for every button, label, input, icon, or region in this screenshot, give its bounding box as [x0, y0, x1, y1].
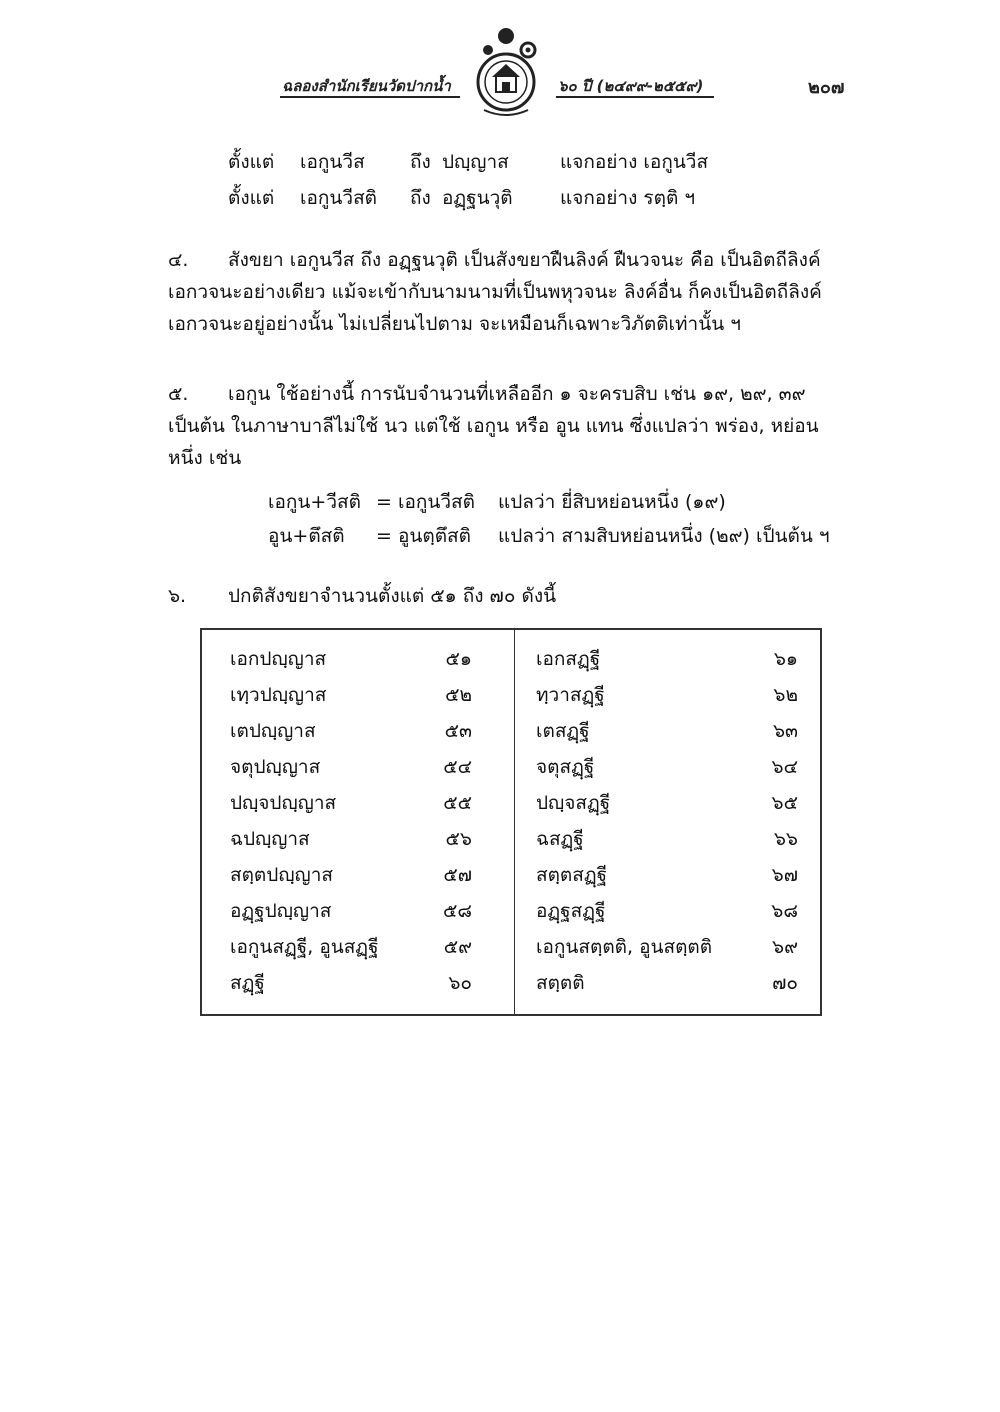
paragraph-text: สังขยา เอกูนวีส ถึง อฏฺฐนวุติ เป็นสังขยาฝืนลิงค์ ฝืนวจนะ คือ เป็นอิตถีลิงค์ — [228, 249, 821, 271]
table-number: ๖๑ — [773, 648, 798, 670]
paragraph-6-text: ปกติสังขยาจำนวนตั้งแต่ ๕๑ ถึง ๗๐ ดังนี้ — [228, 585, 557, 607]
table-word: อฏฺฐสฏฺฐี — [536, 900, 606, 922]
table-word: เอกปญฺญาส — [230, 648, 327, 670]
table-word: จตุปญฺญาส — [230, 756, 321, 778]
paragraph-line — [168, 378, 858, 410]
page-number: ๒๐๗ — [808, 77, 845, 98]
table-word: สตฺตสฏฺฐี — [536, 864, 608, 886]
paragraph-line: เอกวจนะอยู่อย่างนั้น ไม่เปลี่ยนไปตาม จะเหมือนก็เฉพาะวิภัตติเท่านั้น ฯ — [168, 313, 741, 335]
paragraph-number: ๔. — [168, 249, 189, 271]
example-meaning: แปลว่า สามสิบหย่อนหนึ่ง (๒๙) เป็นต้น ฯ — [498, 525, 830, 547]
table-word: เอกูนสตฺตติ, อูนสตฺตติ — [536, 936, 713, 958]
table-number: ๕๑ — [445, 648, 472, 670]
header-right-rule — [556, 96, 714, 98]
paragraph-line: หนึ่ง เช่น — [168, 447, 242, 469]
header-right-title: ๖๐ ปี (๒๔๙๙-๒๕๕๙) — [558, 77, 704, 95]
paragraph-line: เป็นต้น ในภาษาบาลีไม่ใช้ นว แต่ใช้ เอกูน หรือ อูน แทน ซึ่งแปลว่า พร่อง, หย่อน — [168, 415, 819, 437]
table-number: ๕๘ — [442, 900, 472, 922]
range-start: เอกูนวีสติ — [300, 187, 378, 209]
table-number: ๖๘ — [771, 900, 798, 922]
table-number: ๖๒ — [773, 684, 798, 706]
example-result: = เอกูนวีสติ — [376, 491, 475, 513]
table-number: ๖๙ — [772, 936, 798, 958]
table-word: สตฺตปญฺญาส — [230, 864, 333, 886]
table-number: ๕๗ — [443, 864, 472, 886]
temple-seal-logo — [462, 22, 552, 122]
table-number: ๖๔ — [771, 756, 798, 778]
table-number: ๕๖ — [445, 828, 472, 850]
table-word: ปญฺจปญฺญาส — [230, 792, 337, 814]
table-word: สฏฺฐี — [230, 972, 265, 994]
paragraph-line: เอกวจนะอย่างเดียว แม้จะเข้ากับนามนามที่เป็นพหุวจนะ ลิงค์อื่น ก็คงเป็นอิตถีลิงค์ — [168, 281, 822, 303]
range-end: อฏฺฐนวุติ — [442, 187, 513, 209]
example-result: = อูนตฺตึสติ — [376, 525, 471, 547]
table-number: ๕๒ — [445, 684, 472, 706]
range-to-label: ถึง — [410, 187, 431, 209]
paragraph-4 — [168, 244, 858, 340]
table-number: ๖๐ — [448, 972, 472, 994]
table-word: เตสฏฺฐี — [536, 720, 590, 742]
range-start: เอกูนวีส — [300, 151, 365, 173]
example-formula: เอกูน+วีสติ — [268, 491, 361, 513]
paragraph-text: เอกูน ใช้อย่างนี้ การนับจำนวนที่เหลืออีก ๑ จะครบสิบ เช่น ๑๙, ๒๙, ๓๙ — [228, 383, 806, 405]
header-left-rule — [280, 96, 460, 98]
table-word: เอกสฏฺฐี — [536, 648, 601, 670]
table-word: ปญฺจสฏฺฐี — [536, 792, 611, 814]
table-number: ๕๓ — [444, 720, 472, 742]
table-number: ๖๓ — [772, 720, 798, 742]
table-word: ทฺวาสฏฺฐี — [536, 684, 605, 706]
table-number: ๖๗ — [771, 864, 798, 886]
table-number: ๕๔ — [443, 756, 472, 778]
table-word: เตปญฺญาส — [230, 720, 316, 742]
table-word: เทฺวปญฺญาส — [230, 684, 327, 706]
table-number: ๖๖ — [773, 828, 798, 850]
range-from-label: ตั้งแต่ — [228, 187, 275, 209]
range-pattern: แจกอย่าง เอกูนวีส — [560, 151, 709, 173]
paragraph-5 — [168, 378, 858, 474]
table-number: ๕๙ — [443, 936, 472, 958]
paragraph-6-number: ๖. — [168, 585, 187, 607]
table-word: จตุสฏฺฐี — [536, 756, 595, 778]
table-number: ๕๕ — [443, 792, 472, 814]
table-word: เอกูนสฏฺฐี, อูนสฏฺฐี — [230, 936, 379, 958]
table-divider — [514, 630, 515, 1014]
table-number: ๗๐ — [772, 972, 798, 994]
header-left-title: ฉลองสำนักเรียนวัดปากน้ำ — [282, 77, 451, 95]
range-from-label: ตั้งแต่ — [228, 151, 275, 173]
table-word: สตฺตติ — [536, 972, 585, 994]
table-word: ฉสฏฺฐี — [536, 828, 584, 850]
range-to-label: ถึง — [410, 151, 431, 173]
range-end: ปญฺญาส — [442, 151, 509, 173]
example-formula: อูน+ตึสติ — [268, 525, 345, 547]
example-meaning: แปลว่า ยี่สิบหย่อนหนึ่ง (๑๙) — [498, 491, 726, 513]
range-pattern: แจกอย่าง รตฺติ ฯ — [560, 187, 696, 209]
table-word: ฉปญฺญาส — [230, 828, 310, 850]
table-number: ๖๕ — [771, 792, 798, 814]
paragraph-number: ๕. — [168, 383, 189, 405]
table-word: อฏฺฐปญฺญาส — [230, 900, 332, 922]
paragraph-line — [168, 244, 858, 276]
numbers-table — [200, 628, 822, 1016]
